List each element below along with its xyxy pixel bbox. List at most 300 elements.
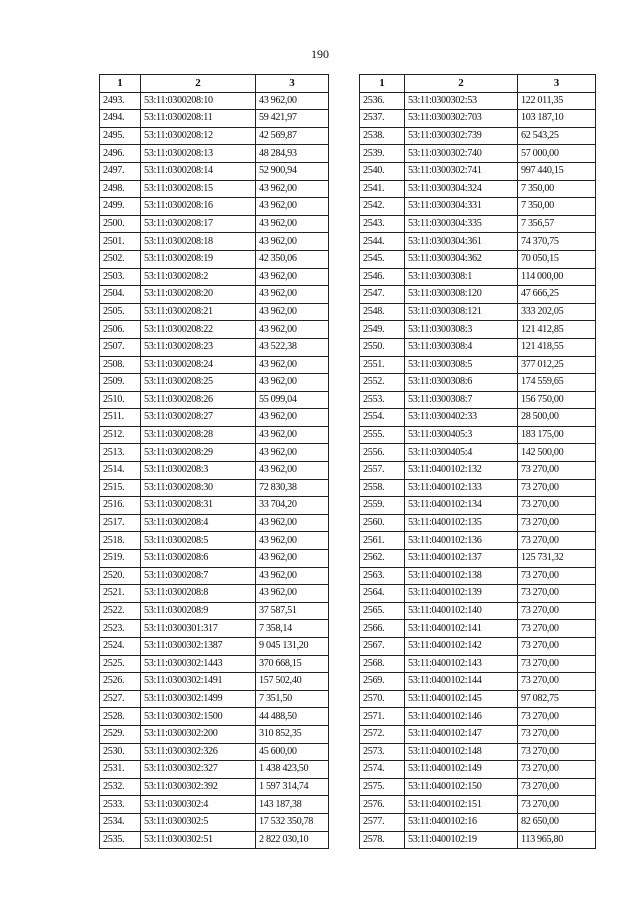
table-row [360, 356, 596, 374]
row-number-cell: 2502. [100, 250, 141, 268]
table-row [360, 497, 596, 515]
cadastral-number-cell: 53:11:0300208:7 [141, 567, 256, 585]
value-cell: 73 270,00 [518, 743, 596, 761]
table-row [360, 409, 596, 427]
value-cell: 43 962,00 [256, 198, 329, 216]
table-row [100, 198, 329, 216]
cadastral-number-cell: 53:11:0300302:51 [141, 831, 256, 849]
table-row [100, 673, 329, 691]
row-number-cell: 2548. [360, 303, 405, 321]
table-row [360, 286, 596, 304]
cadastral-number-cell: 53:11:0300304:362 [405, 250, 518, 268]
value-cell: 62 543,25 [518, 127, 596, 145]
table-row [100, 550, 329, 568]
value-cell: 121 412,85 [518, 321, 596, 339]
row-number-cell: 2549. [360, 321, 405, 339]
row-number-cell: 2541. [360, 180, 405, 198]
table-row [100, 268, 329, 286]
value-cell: 43 962,00 [256, 180, 329, 198]
table-row [100, 532, 329, 550]
value-cell: 33 704,20 [256, 497, 329, 515]
row-number-cell: 2523. [100, 620, 141, 638]
value-cell: 370 668,15 [256, 655, 329, 673]
table-row [100, 444, 329, 462]
cadastral-number-cell: 53:11:0300208:15 [141, 180, 256, 198]
cadastral-number-cell: 53:11:0400102:147 [405, 725, 518, 743]
column-header-cadastral-number: 2 [405, 75, 518, 93]
value-cell: 43 962,00 [256, 356, 329, 374]
cadastral-number-cell: 53:11:0400102:149 [405, 761, 518, 779]
value-cell: 74 370,75 [518, 233, 596, 251]
row-number-cell: 2543. [360, 215, 405, 233]
value-cell: 103 187,10 [518, 110, 596, 128]
row-number-cell: 2571. [360, 708, 405, 726]
cadastral-number-cell: 53:11:0400102:140 [405, 602, 518, 620]
cadastral-number-cell: 53:11:0300308:120 [405, 286, 518, 304]
table-row [360, 250, 596, 268]
table-row [360, 127, 596, 145]
value-cell: 52 900,94 [256, 162, 329, 180]
cadastral-number-cell: 53:11:0300302:5 [141, 813, 256, 831]
table-row [100, 796, 329, 814]
table-row [100, 778, 329, 796]
table-row [360, 462, 596, 480]
cadastral-number-cell: 53:11:0400102:143 [405, 655, 518, 673]
row-number-cell: 2533. [100, 796, 141, 814]
column-header-value: 3 [518, 75, 596, 93]
row-number-cell: 2564. [360, 585, 405, 603]
table-row [100, 356, 329, 374]
value-cell: 121 418,55 [518, 338, 596, 356]
table-row [360, 690, 596, 708]
table-row [100, 761, 329, 779]
row-number-cell: 2500. [100, 215, 141, 233]
page-number: 190 [311, 47, 329, 61]
cadastral-number-cell: 53:11:0400102:137 [405, 550, 518, 568]
cadastral-number-cell: 53:11:0300302:1499 [141, 690, 256, 708]
value-cell: 43 962,00 [256, 374, 329, 392]
row-number-cell: 2542. [360, 198, 405, 216]
table-row [100, 831, 329, 849]
value-cell: 43 962,00 [256, 286, 329, 304]
cadastral-number-cell: 53:11:0400102:142 [405, 638, 518, 656]
column-header-cadastral-number: 2 [141, 75, 256, 93]
row-number-cell: 2503. [100, 268, 141, 286]
table-row [100, 145, 329, 163]
cadastral-number-cell: 53:11:0300208:28 [141, 426, 256, 444]
value-cell: 142 500,00 [518, 444, 596, 462]
value-cell: 43 962,00 [256, 233, 329, 251]
value-cell: 17 532 350,78 [256, 813, 329, 831]
cadastral-number-cell: 53:11:0300208:21 [141, 303, 256, 321]
row-number-cell: 2576. [360, 796, 405, 814]
row-number-cell: 2536. [360, 92, 405, 110]
value-cell: 73 270,00 [518, 725, 596, 743]
table-row [100, 127, 329, 145]
value-cell: 7 356,57 [518, 215, 596, 233]
row-number-cell: 2521. [100, 585, 141, 603]
value-cell: 43 962,00 [256, 426, 329, 444]
cadastral-number-cell: 53:11:0300208:26 [141, 391, 256, 409]
row-number-cell: 2574. [360, 761, 405, 779]
row-number-cell: 2497. [100, 162, 141, 180]
row-number-cell: 2493. [100, 92, 141, 110]
row-number-cell: 2516. [100, 497, 141, 515]
row-number-cell: 2531. [100, 761, 141, 779]
cadastral-number-cell: 53:11:0400102:145 [405, 690, 518, 708]
cadastral-number-cell: 53:11:0300302:4 [141, 796, 256, 814]
cadastral-number-cell: 53:11:0300208:6 [141, 550, 256, 568]
row-number-cell: 2572. [360, 725, 405, 743]
value-cell: 42 350,06 [256, 250, 329, 268]
table-row [360, 655, 596, 673]
row-number-cell: 2578. [360, 831, 405, 849]
cadastral-number-cell: 53:11:0300208:12 [141, 127, 256, 145]
table-row [360, 602, 596, 620]
cadastral-number-cell: 53:11:0300308:4 [405, 338, 518, 356]
value-cell: 48 284,93 [256, 145, 329, 163]
table-row [100, 567, 329, 585]
table-row [100, 286, 329, 304]
row-number-cell: 2528. [100, 708, 141, 726]
row-number-cell: 2496. [100, 145, 141, 163]
value-cell: 55 099,04 [256, 391, 329, 409]
value-cell: 73 270,00 [518, 778, 596, 796]
table-row [360, 180, 596, 198]
table-row [360, 479, 596, 497]
value-cell: 73 270,00 [518, 673, 596, 691]
cadastral-number-cell: 53:11:0300208:16 [141, 198, 256, 216]
cadastral-number-cell: 53:11:0300208:10 [141, 92, 256, 110]
table-row [360, 268, 596, 286]
row-number-cell: 2539. [360, 145, 405, 163]
table-row [100, 602, 329, 620]
table-row [360, 92, 596, 110]
table-row [360, 813, 596, 831]
table-row [100, 162, 329, 180]
table-row [100, 479, 329, 497]
row-number-cell: 2535. [100, 831, 141, 849]
cadastral-number-cell: 53:11:0300208:13 [141, 145, 256, 163]
row-number-cell: 2507. [100, 338, 141, 356]
table-row [100, 638, 329, 656]
value-cell: 156 750,00 [518, 391, 596, 409]
table-row [100, 725, 329, 743]
value-cell: 43 962,00 [256, 321, 329, 339]
cadastral-number-cell: 53:11:0300304:335 [405, 215, 518, 233]
value-cell: 43 962,00 [256, 585, 329, 603]
table-row [360, 338, 596, 356]
table-row [360, 831, 596, 849]
cadastral-number-cell: 53:11:0300208:2 [141, 268, 256, 286]
cadastral-number-cell: 53:11:0400102:151 [405, 796, 518, 814]
row-number-cell: 2520. [100, 567, 141, 585]
table-row [100, 497, 329, 515]
row-number-cell: 2569. [360, 673, 405, 691]
cadastral-number-cell: 53:11:0400102:136 [405, 532, 518, 550]
cadastral-number-cell: 53:11:0400102:135 [405, 514, 518, 532]
cadastral-number-cell: 53:11:0300302:1491 [141, 673, 256, 691]
row-number-cell: 2558. [360, 479, 405, 497]
value-cell: 37 587,51 [256, 602, 329, 620]
table-row [360, 761, 596, 779]
value-cell: 44 488,50 [256, 708, 329, 726]
value-cell: 57 000,00 [518, 145, 596, 163]
row-number-cell: 2511. [100, 409, 141, 427]
table-row [100, 708, 329, 726]
row-number-cell: 2575. [360, 778, 405, 796]
row-number-cell: 2562. [360, 550, 405, 568]
value-cell: 1 597 314,74 [256, 778, 329, 796]
value-cell: 82 650,00 [518, 813, 596, 831]
table-row [360, 145, 596, 163]
cadastral-number-cell: 53:11:0300302:327 [141, 761, 256, 779]
cadastral-number-cell: 53:11:0300208:18 [141, 233, 256, 251]
value-cell: 43 962,00 [256, 268, 329, 286]
row-number-cell: 2498. [100, 180, 141, 198]
table-row [360, 162, 596, 180]
row-number-cell: 2553. [360, 391, 405, 409]
cadastral-number-cell: 53:11:0300208:27 [141, 409, 256, 427]
row-number-cell: 2566. [360, 620, 405, 638]
value-cell: 43 962,00 [256, 462, 329, 480]
row-number-cell: 2563. [360, 567, 405, 585]
cadastral-number-cell: 53:11:0400102:16 [405, 813, 518, 831]
table-row [100, 374, 329, 392]
cadastral-number-cell: 53:11:0300304:361 [405, 233, 518, 251]
value-cell: 28 500,00 [518, 409, 596, 427]
row-number-cell: 2529. [100, 725, 141, 743]
row-number-cell: 2494. [100, 110, 141, 128]
cadastral-number-cell: 53:11:0400102:19 [405, 831, 518, 849]
row-number-cell: 2522. [100, 602, 141, 620]
cadastral-number-cell: 53:11:0300208:24 [141, 356, 256, 374]
table-row [360, 638, 596, 656]
table-row [360, 426, 596, 444]
cadastral-number-cell: 53:11:0400102:132 [405, 462, 518, 480]
value-cell: 73 270,00 [518, 462, 596, 480]
value-cell: 143 187,38 [256, 796, 329, 814]
cadastral-number-cell: 53:11:0300308:121 [405, 303, 518, 321]
table-row [100, 250, 329, 268]
row-number-cell: 2513. [100, 444, 141, 462]
row-number-cell: 2509. [100, 374, 141, 392]
row-number-cell: 2557. [360, 462, 405, 480]
table-row [100, 391, 329, 409]
row-number-cell: 2519. [100, 550, 141, 568]
table-row [100, 303, 329, 321]
value-cell: 310 852,35 [256, 725, 329, 743]
row-number-cell: 2508. [100, 356, 141, 374]
table-row [100, 462, 329, 480]
value-cell: 7 350,00 [518, 198, 596, 216]
cadastral-number-cell: 53:11:0300308:3 [405, 321, 518, 339]
cadastral-number-cell: 53:11:0300208:17 [141, 215, 256, 233]
row-number-cell: 2505. [100, 303, 141, 321]
table-row [100, 180, 329, 198]
row-number-cell: 2534. [100, 813, 141, 831]
cadastral-number-cell: 53:11:0300208:23 [141, 338, 256, 356]
table-row [100, 338, 329, 356]
value-cell: 73 270,00 [518, 655, 596, 673]
cadastral-number-cell: 53:11:0400102:134 [405, 497, 518, 515]
row-number-cell: 2568. [360, 655, 405, 673]
table-row [360, 567, 596, 585]
row-number-cell: 2527. [100, 690, 141, 708]
value-cell: 73 270,00 [518, 620, 596, 638]
value-cell: 73 270,00 [518, 602, 596, 620]
value-cell: 45 600,00 [256, 743, 329, 761]
row-number-cell: 2537. [360, 110, 405, 128]
value-cell: 997 440,15 [518, 162, 596, 180]
value-cell: 70 050,15 [518, 250, 596, 268]
table-row [360, 550, 596, 568]
table-row [360, 444, 596, 462]
value-cell: 47 666,25 [518, 286, 596, 304]
cadastral-number-cell: 53:11:0300302:392 [141, 778, 256, 796]
value-cell: 157 502,40 [256, 673, 329, 691]
row-number-cell: 2501. [100, 233, 141, 251]
row-number-cell: 2547. [360, 286, 405, 304]
cadastral-number-cell: 53:11:0300208:31 [141, 497, 256, 515]
cadastral-number-cell: 53:11:0300308:6 [405, 374, 518, 392]
value-cell: 43 962,00 [256, 92, 329, 110]
cadastral-number-cell: 53:11:0400102:150 [405, 778, 518, 796]
row-number-cell: 2504. [100, 286, 141, 304]
cadastral-number-cell: 53:11:0300405:3 [405, 426, 518, 444]
value-cell: 43 962,00 [256, 409, 329, 427]
value-cell: 183 175,00 [518, 426, 596, 444]
table-row [100, 321, 329, 339]
value-cell: 9 045 131,20 [256, 638, 329, 656]
cadastral-number-cell: 53:11:0300208:11 [141, 110, 256, 128]
table-row [360, 673, 596, 691]
cadastral-number-cell: 53:11:0300208:4 [141, 514, 256, 532]
cadastral-number-cell: 53:11:0400102:133 [405, 479, 518, 497]
table-row [360, 743, 596, 761]
value-cell: 42 569,87 [256, 127, 329, 145]
cadastral-number-cell: 53:11:0300208:8 [141, 585, 256, 603]
value-cell: 73 270,00 [518, 761, 596, 779]
value-cell: 97 082,75 [518, 690, 596, 708]
row-number-cell: 2515. [100, 479, 141, 497]
cadastral-number-cell: 53:11:0400102:141 [405, 620, 518, 638]
row-number-cell: 2510. [100, 391, 141, 409]
cadastral-number-cell: 53:11:0300304:324 [405, 180, 518, 198]
value-cell: 7 351,50 [256, 690, 329, 708]
table-row [100, 92, 329, 110]
table-row [360, 374, 596, 392]
row-number-cell: 2551. [360, 356, 405, 374]
row-number-cell: 2559. [360, 497, 405, 515]
row-number-cell: 2555. [360, 426, 405, 444]
table-row [360, 303, 596, 321]
value-cell: 73 270,00 [518, 708, 596, 726]
value-cell: 43 962,00 [256, 215, 329, 233]
value-cell: 125 731,32 [518, 550, 596, 568]
row-number-cell: 2518. [100, 532, 141, 550]
row-number-cell: 2567. [360, 638, 405, 656]
value-cell: 43 962,00 [256, 567, 329, 585]
value-cell: 72 830,38 [256, 479, 329, 497]
value-cell: 43 962,00 [256, 550, 329, 568]
row-number-cell: 2556. [360, 444, 405, 462]
left-register-table [99, 74, 329, 849]
value-cell: 73 270,00 [518, 567, 596, 585]
row-number-cell: 2561. [360, 532, 405, 550]
value-cell: 73 270,00 [518, 585, 596, 603]
column-header-number: 1 [100, 75, 141, 93]
value-cell: 333 202,05 [518, 303, 596, 321]
value-cell: 43 962,00 [256, 514, 329, 532]
cadastral-number-cell: 53:11:0300301:317 [141, 620, 256, 638]
row-number-cell: 2517. [100, 514, 141, 532]
table-row [100, 620, 329, 638]
row-number-cell: 2550. [360, 338, 405, 356]
row-number-cell: 2565. [360, 602, 405, 620]
value-cell: 59 421,97 [256, 110, 329, 128]
cadastral-number-cell: 53:11:0300302:740 [405, 145, 518, 163]
cadastral-number-cell: 53:11:0300208:22 [141, 321, 256, 339]
cadastral-number-cell: 53:11:0300208:5 [141, 532, 256, 550]
cadastral-number-cell: 53:11:0400102:138 [405, 567, 518, 585]
table-row [100, 215, 329, 233]
table-header-row [100, 75, 329, 93]
cadastral-number-cell: 53:11:0300405:4 [405, 444, 518, 462]
cadastral-number-cell: 53:11:0300302:326 [141, 743, 256, 761]
row-number-cell: 2524. [100, 638, 141, 656]
row-number-cell: 2532. [100, 778, 141, 796]
value-cell: 73 270,00 [518, 638, 596, 656]
row-number-cell: 2499. [100, 198, 141, 216]
value-cell: 113 965,80 [518, 831, 596, 849]
value-cell: 1 438 423,50 [256, 761, 329, 779]
value-cell: 73 270,00 [518, 532, 596, 550]
row-number-cell: 2512. [100, 426, 141, 444]
cadastral-number-cell: 53:11:0300304:331 [405, 198, 518, 216]
cadastral-number-cell: 53:11:0300402:33 [405, 409, 518, 427]
value-cell: 43 962,00 [256, 303, 329, 321]
value-cell: 73 270,00 [518, 796, 596, 814]
table-row [360, 198, 596, 216]
table-header-row [360, 75, 596, 93]
cadastral-number-cell: 53:11:0300208:20 [141, 286, 256, 304]
column-header-number: 1 [360, 75, 405, 93]
row-number-cell: 2577. [360, 813, 405, 831]
table-row [100, 426, 329, 444]
value-cell: 43 962,00 [256, 444, 329, 462]
cadastral-number-cell: 53:11:0300308:1 [405, 268, 518, 286]
cadastral-number-cell: 53:11:0300302:739 [405, 127, 518, 145]
row-number-cell: 2573. [360, 743, 405, 761]
table-row [360, 725, 596, 743]
column-header-value: 3 [256, 75, 329, 93]
cadastral-number-cell: 53:11:0300208:30 [141, 479, 256, 497]
table-row [360, 708, 596, 726]
cadastral-number-cell: 53:11:0400102:148 [405, 743, 518, 761]
table-row [100, 585, 329, 603]
right-register-table [359, 74, 596, 849]
value-cell: 2 822 030,10 [256, 831, 329, 849]
table-row [100, 233, 329, 251]
value-cell: 43 962,00 [256, 532, 329, 550]
table-row [100, 655, 329, 673]
cadastral-number-cell: 53:11:0300308:7 [405, 391, 518, 409]
cadastral-number-cell: 53:11:0300208:14 [141, 162, 256, 180]
table-row [100, 110, 329, 128]
value-cell: 7 358,14 [256, 620, 329, 638]
cadastral-number-cell: 53:11:0400102:139 [405, 585, 518, 603]
